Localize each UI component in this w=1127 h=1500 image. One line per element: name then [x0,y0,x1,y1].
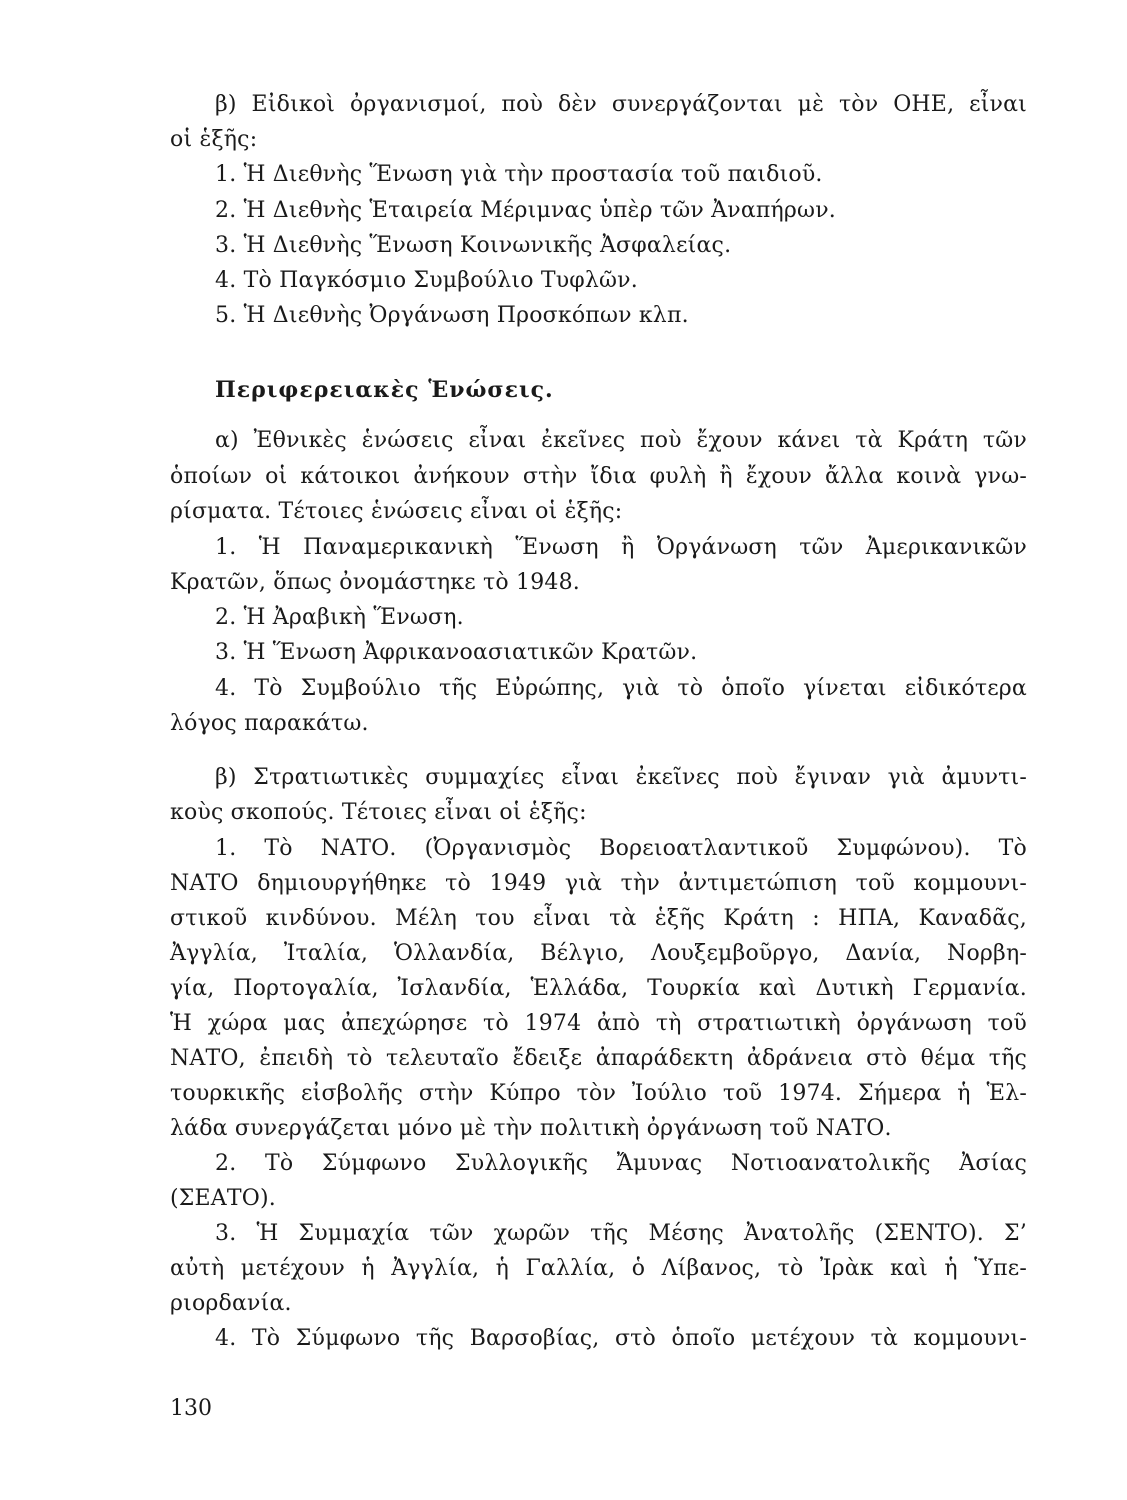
text-line: στικοῦ κινδύνου. Μέλη του εἶναι τὰ ἑξῆς Κράτη : ΗΠΑ, Καναδᾶς, [170,906,1027,931]
text-line: κοὺς σκοπούς. Τέτοιες εἶναι οἱ ἑξῆς: [170,800,587,825]
text-line: Κρατῶν, ὅπως ὀνομάστηκε τὸ 1948. [170,570,580,595]
text-line: γία, Πορτογαλία, Ἰσλανδία, Ἑλλάδα, Τουρκία καὶ Δυτικὴ Γερμανία. [170,976,1027,1001]
list-item: 5. Ἡ Διεθνὴς Ὀργάνωση Προσκόπων κλπ. [215,303,689,328]
list-item: 4. Τὸ Σύμφωνο τῆς Βαρσοβίας, στὸ ὁποῖο μετέχουν τὰ κομμουνι- [215,1326,1027,1351]
text-line: οἱ ἑξῆς: [170,127,258,152]
text-line: α) Ἐθνικὲς ἑνώσεις εἶναι ἐκεῖνες ποὺ ἔχουν κάνει τὰ Κράτη τῶν [215,428,1027,453]
list-item: 1. Ἡ Διεθνὴς Ἕνωση γιὰ τὴν προστασία τοῦ παιδιοῦ. [215,162,823,187]
text-line: αὐτὴ μετέχουν ἡ Ἀγγλία, ἡ Γαλλία, ὁ Λίβανος, τὸ Ἰρὰκ καὶ ἡ Ὑπε- [170,1256,1027,1281]
text-line: τουρκικῆς εἰσβολῆς στὴν Κύπρο τὸν Ἰούλιο τοῦ 1974. Σήμερα ἡ Ἑλ- [170,1081,1027,1106]
list-item: 4. Τὸ Συμβούλιο τῆς Εὐρώπης, γιὰ τὸ ὁποῖο γίνεται εἰδικότερα [215,676,1027,701]
list-item: 3. Ἡ Διεθνὴς Ἕνωση Κοινωνικῆς Ἀσφαλείας. [215,233,732,258]
text-line: (ΣΕΑΤΟ). [170,1186,276,1211]
section-heading: Περιφερειακὲς Ἑνώσεις. [215,377,554,403]
text-line: Ἀγγλία, Ἰταλία, Ὁλλανδία, Βέλγιο, Λουξεμβοῦργο, Δανία, Νορβη- [170,941,1027,966]
list-item: 3. Ἡ Ἕνωση Ἀφρικανοασιατικῶν Κρατῶν. [215,640,698,665]
list-item: 1. Ἡ Παναμερικανικὴ Ἕνωση ἢ Ὀργάνωση τῶν Ἀμερικανικῶν [215,535,1027,560]
text-line: Ἡ χώρα μας ἀπεχώρησε τὸ 1974 ἀπὸ τὴ στρατιωτικὴ ὀργάνωση τοῦ [170,1011,1027,1036]
text-line: β) Στρατιωτικὲς συμμαχίες εἶναι ἐκεῖνες ποὺ ἔγιναν γιὰ ἀμυντι- [215,765,1027,790]
list-item: 4. Τὸ Παγκόσμιο Συμβούλιο Τυφλῶν. [215,268,638,293]
text-line: ΝΑΤΟ δημιουργήθηκε τὸ 1949 γιὰ τὴν ἀντιμετώπιση τοῦ κομμουνι- [170,871,1027,896]
list-item: 2. Ἡ Ἀραβικὴ Ἕνωση. [215,605,464,630]
text-line: ὁποίων οἱ κάτοικοι ἀνήκουν στὴν ἴδια φυλὴ ἢ ἔχουν ἄλλα κοινὰ γνω- [170,464,1027,489]
list-item: 1. Τὸ ΝΑΤΟ. (Ὀργανισμὸς Βορειοατλαντικοῦ Συμφώνου). Τὸ [215,836,1027,861]
text-line: ρίσματα. Τέτοιες ἑνώσεις εἶναι οἱ ἑξῆς: [170,499,623,524]
text-line: λόγος παρακάτω. [170,711,369,736]
list-item: 2. Τὸ Σύμφωνο Συλλογικῆς Ἄμυνας Νοτιοανατολικῆς Ἀσίας [215,1151,1027,1176]
list-item: 3. Ἡ Συμμαχία τῶν χωρῶν τῆς Μέσης Ἀνατολῆς (ΣΕΝΤΟ). Σ’ [215,1221,1027,1246]
text-line: β) Εἰδικοὶ ὀργανισμοί, ποὺ δὲν συνεργάζονται μὲ τὸν ΟΗΕ, εἶναι [215,92,1027,117]
text-line: ριορδανία. [170,1291,292,1316]
text-line: λάδα συνεργάζεται μόνο μὲ τὴν πολιτικὴ ὀργάνωση τοῦ ΝΑΤΟ. [170,1116,892,1141]
text-line: ΝΑΤΟ, ἐπειδὴ τὸ τελευταῖο ἔδειξε ἀπαράδεκτη ἀδράνεια στὸ θέμα τῆς [170,1046,1027,1071]
page-number: 130 [170,1396,212,1421]
list-item: 2. Ἡ Διεθνὴς Ἑταιρεία Μέριμνας ὑπὲρ τῶν Ἀναπήρων. [215,198,836,223]
